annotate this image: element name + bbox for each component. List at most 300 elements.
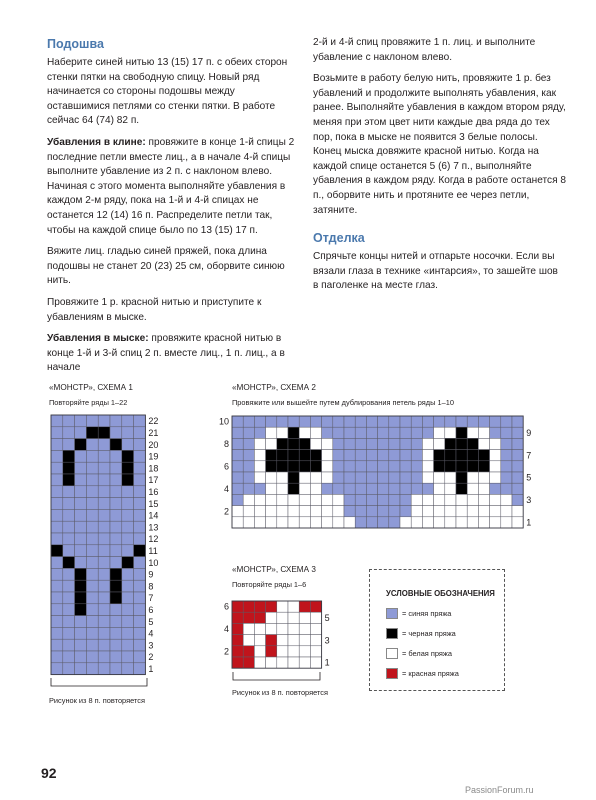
stitch-cell xyxy=(232,646,243,657)
stitch-cell xyxy=(411,494,422,505)
stitch-cell xyxy=(110,639,122,651)
stitch-cell xyxy=(86,462,98,474)
stitch-cell xyxy=(134,545,146,557)
stitch-cell xyxy=(467,494,478,505)
stitch-cell xyxy=(134,486,146,498)
stitch-cell xyxy=(254,646,265,657)
stitch-cell xyxy=(75,509,87,521)
stitch-cell xyxy=(355,461,366,472)
stitch-cell xyxy=(389,517,400,528)
stitch-cell xyxy=(110,439,122,451)
stitch-cell xyxy=(277,506,288,517)
stitch-cell xyxy=(266,472,277,483)
stitch-cell xyxy=(277,427,288,438)
stitch-cell xyxy=(299,461,310,472)
stitch-cell xyxy=(63,639,75,651)
stitch-cell xyxy=(110,533,122,545)
stitch-cell xyxy=(86,568,98,580)
stitch-cell xyxy=(277,517,288,528)
stitch-cell xyxy=(445,517,456,528)
chart-2-header xyxy=(232,382,454,408)
stitch-cell xyxy=(422,483,433,494)
row-number-label: 20 xyxy=(148,439,159,450)
stitch-cell xyxy=(243,416,254,427)
stitch-cell xyxy=(355,450,366,461)
stitch-cell xyxy=(322,450,333,461)
stitch-cell xyxy=(232,427,243,438)
stitch-cell xyxy=(86,651,98,663)
stitch-cell xyxy=(277,635,288,646)
stitch-cell xyxy=(277,472,288,483)
stitch-cell xyxy=(51,486,63,498)
stitch-cell xyxy=(434,472,445,483)
stitch-cell xyxy=(411,427,422,438)
stitch-cell xyxy=(243,517,254,528)
stitch-cell xyxy=(86,616,98,628)
stitch-cell xyxy=(98,439,110,451)
chart-1-subtitle: Повторяйте ряды 1–22 xyxy=(49,398,128,407)
stitch-cell xyxy=(75,616,87,628)
stitch-cell xyxy=(434,416,445,427)
stitch-cell xyxy=(400,483,411,494)
stitch-cell xyxy=(366,416,377,427)
stitch-cell xyxy=(110,498,122,510)
legend-label-black: = черная пряжа xyxy=(402,629,456,638)
chart-1-grid xyxy=(50,414,180,676)
stitch-cell xyxy=(266,517,277,528)
stitch-cell xyxy=(51,509,63,521)
stitch-cell xyxy=(134,521,146,533)
stitch-cell xyxy=(512,438,523,449)
stitch-cell xyxy=(310,517,321,528)
sole-paragraph-5-lead: Убавления в мыске: xyxy=(47,333,149,345)
stitch-cell xyxy=(243,483,254,494)
row-number-label: 2 xyxy=(223,646,229,657)
stitch-cell xyxy=(75,639,87,651)
row-number-label: 7 xyxy=(148,593,154,604)
stitch-cell xyxy=(86,580,98,592)
stitch-cell xyxy=(288,506,299,517)
stitch-cell xyxy=(75,545,87,557)
stitch-cell xyxy=(512,506,523,517)
stitch-cell xyxy=(366,517,377,528)
stitch-cell xyxy=(400,461,411,472)
stitch-cell xyxy=(63,474,75,486)
stitch-cell xyxy=(51,521,63,533)
row-number-label: 4 xyxy=(148,628,154,639)
stitch-cell xyxy=(51,651,63,663)
stitch-cell xyxy=(344,494,355,505)
stitch-cell xyxy=(378,450,389,461)
stitch-cell xyxy=(86,627,98,639)
stitch-cell xyxy=(98,568,110,580)
stitch-cell xyxy=(288,612,299,623)
stitch-cell xyxy=(299,438,310,449)
stitch-cell xyxy=(322,461,333,472)
stitch-cell xyxy=(299,450,310,461)
stitch-cell xyxy=(478,483,489,494)
legend-label-blue: = синяя пряжа xyxy=(402,609,452,618)
stitch-cell xyxy=(288,427,299,438)
stitch-cell xyxy=(501,472,512,483)
stitch-cell xyxy=(110,557,122,569)
stitch-cell xyxy=(389,472,400,483)
stitch-cell xyxy=(63,568,75,580)
row-number-label: 18 xyxy=(148,463,159,474)
stitch-cell xyxy=(63,663,75,675)
stitch-cell xyxy=(75,474,87,486)
stitch-cell xyxy=(243,646,254,657)
stitch-cell xyxy=(98,545,110,557)
stitch-cell xyxy=(243,657,254,668)
stitch-cell xyxy=(333,427,344,438)
stitch-cell xyxy=(299,472,310,483)
row-number-label: 17 xyxy=(148,475,159,486)
stitch-cell xyxy=(422,506,433,517)
stitch-cell xyxy=(478,427,489,438)
legend-item-white xyxy=(386,648,501,660)
stitch-cell xyxy=(232,657,243,668)
stitch-cell xyxy=(243,427,254,438)
stitch-cell xyxy=(98,521,110,533)
stitch-cell xyxy=(411,506,422,517)
stitch-cell xyxy=(456,494,467,505)
stitch-cell xyxy=(501,416,512,427)
stitch-cell xyxy=(122,592,134,604)
stitch-cell xyxy=(266,427,277,438)
stitch-cell xyxy=(389,483,400,494)
stitch-cell xyxy=(254,450,265,461)
stitch-cell xyxy=(232,416,243,427)
stitch-cell xyxy=(63,592,75,604)
stitch-cell xyxy=(98,580,110,592)
stitch-cell xyxy=(98,604,110,616)
stitch-cell xyxy=(288,517,299,528)
stitch-cell xyxy=(75,651,87,663)
stitch-cell xyxy=(75,450,87,462)
legend-item-black xyxy=(386,628,501,640)
stitch-cell xyxy=(63,498,75,510)
stitch-cell xyxy=(266,483,277,494)
stitch-cell xyxy=(243,612,254,623)
stitch-cell xyxy=(456,450,467,461)
stitch-cell xyxy=(299,494,310,505)
chart-3-header xyxy=(232,564,316,590)
stitch-cell xyxy=(288,623,299,634)
stitch-cell xyxy=(134,557,146,569)
stitch-cell xyxy=(51,427,63,439)
row-number-label: 10 xyxy=(218,416,229,427)
stitch-cell xyxy=(277,601,288,612)
stitch-cell xyxy=(51,639,63,651)
stitch-cell xyxy=(122,427,134,439)
stitch-cell xyxy=(490,494,501,505)
row-number-label: 13 xyxy=(148,522,159,533)
stitch-cell xyxy=(243,472,254,483)
stitch-cell xyxy=(299,483,310,494)
stitch-cell xyxy=(310,601,321,612)
stitch-cell xyxy=(344,427,355,438)
stitch-cell xyxy=(243,506,254,517)
stitch-cell xyxy=(467,416,478,427)
stitch-cell xyxy=(98,651,110,663)
stitch-cell xyxy=(456,517,467,528)
stitch-cell xyxy=(134,415,146,427)
stitch-cell xyxy=(51,415,63,427)
stitch-cell xyxy=(254,635,265,646)
stitch-cell xyxy=(288,416,299,427)
stitch-cell xyxy=(490,472,501,483)
watermark: PassionForum.ru xyxy=(465,785,534,795)
stitch-cell xyxy=(86,474,98,486)
row-number-label: 3 xyxy=(324,635,330,646)
stitch-cell xyxy=(51,545,63,557)
stitch-cell xyxy=(322,483,333,494)
stitch-cell xyxy=(501,517,512,528)
stitch-cell xyxy=(310,612,321,623)
stitch-cell xyxy=(366,472,377,483)
right-column xyxy=(313,36,566,301)
stitch-cell xyxy=(75,580,87,592)
stitch-cell xyxy=(110,450,122,462)
stitch-cell xyxy=(344,450,355,461)
row-number-label: 9 xyxy=(148,569,154,580)
stitch-cell xyxy=(266,450,277,461)
row-number-label: 15 xyxy=(148,498,159,509)
stitch-cell xyxy=(254,472,265,483)
stitch-cell xyxy=(310,438,321,449)
chart-1-header xyxy=(49,382,133,408)
stitch-cell xyxy=(355,483,366,494)
stitch-cell xyxy=(110,663,122,675)
legend-title: УСЛОВНЫЕ ОБОЗНАЧЕНИЯ xyxy=(386,589,495,598)
row-number-label: 11 xyxy=(148,546,158,557)
stitch-cell xyxy=(378,472,389,483)
stitch-cell xyxy=(299,635,310,646)
stitch-cell xyxy=(422,461,433,472)
stitch-cell xyxy=(344,438,355,449)
stitch-cell xyxy=(75,462,87,474)
stitch-cell xyxy=(467,506,478,517)
stitch-cell xyxy=(490,438,501,449)
stitch-cell xyxy=(422,416,433,427)
stitch-cell xyxy=(243,450,254,461)
stitch-cell xyxy=(322,438,333,449)
stitch-cell xyxy=(400,450,411,461)
row-number-label: 22 xyxy=(148,416,159,427)
stitch-cell xyxy=(478,506,489,517)
stitch-cell xyxy=(63,580,75,592)
stitch-cell xyxy=(411,472,422,483)
stitch-cell xyxy=(63,521,75,533)
stitch-cell xyxy=(266,623,277,634)
row-number-label: 1 xyxy=(148,664,154,675)
stitch-cell xyxy=(422,494,433,505)
stitch-cell xyxy=(378,461,389,472)
stitch-cell xyxy=(422,450,433,461)
stitch-cell xyxy=(75,521,87,533)
stitch-cell xyxy=(98,592,110,604)
stitch-cell xyxy=(86,509,98,521)
stitch-cell xyxy=(355,438,366,449)
right-paragraph-2: Возьмите в работу белую нить, провяжите 1 р. без убавлений и продолжите выполнять убавления, как ранее. Выполняйте убавления в каждом втором ряду, меняя при этом цвет нити каждые два ряда до тех пор, пока в мыске не появится 3 белые полосы. Конец мыска довяжите красной нитью. Когда на каждой спице останется 5 (6) 7 п., выполняйте убавления в каждом ряду. Когда в работе останется 8 п., оборвите нить и протяните ее через петли, затяните. xyxy=(313,73,566,216)
stitch-cell xyxy=(344,461,355,472)
stitch-cell xyxy=(512,494,523,505)
stitch-cell xyxy=(400,517,411,528)
stitch-cell xyxy=(378,494,389,505)
stitch-cell xyxy=(322,517,333,528)
stitch-cell xyxy=(344,517,355,528)
row-number-label: 6 xyxy=(223,461,229,472)
stitch-cell xyxy=(134,639,146,651)
legend-swatch-blue xyxy=(386,608,398,619)
stitch-cell xyxy=(75,557,87,569)
stitch-cell xyxy=(51,533,63,545)
stitch-cell xyxy=(51,663,63,675)
row-number-label: 1 xyxy=(324,657,330,668)
stitch-cell xyxy=(51,474,63,486)
stitch-cell xyxy=(322,472,333,483)
stitch-cell xyxy=(445,450,456,461)
stitch-cell xyxy=(456,438,467,449)
stitch-cell xyxy=(333,461,344,472)
stitch-cell xyxy=(389,494,400,505)
row-number-label: 6 xyxy=(148,605,154,616)
stitch-cell xyxy=(243,438,254,449)
stitch-cell xyxy=(333,472,344,483)
legend-item-blue xyxy=(386,608,501,620)
stitch-cell xyxy=(98,415,110,427)
stitch-cell xyxy=(355,416,366,427)
stitch-cell xyxy=(51,627,63,639)
stitch-cell xyxy=(63,486,75,498)
stitch-cell xyxy=(266,635,277,646)
stitch-cell xyxy=(434,506,445,517)
right-paragraph-1: 2-й и 4-й спиц провяжите 1 п. лиц. и выполните убавление с наклоном влево. xyxy=(313,37,536,63)
stitch-cell xyxy=(288,450,299,461)
stitch-cell xyxy=(310,646,321,657)
stitch-cell xyxy=(266,461,277,472)
stitch-cell xyxy=(501,450,512,461)
stitch-cell xyxy=(266,646,277,657)
finish-paragraph-1: Спрячьте концы нитей и отпарьте носочки. Если вы вязали глаза в технике «интарсия», то зашейте шов в паголенке на месте глаз. xyxy=(313,251,558,292)
stitch-cell xyxy=(478,517,489,528)
stitch-cell xyxy=(122,663,134,675)
stitch-cell xyxy=(122,545,134,557)
stitch-cell xyxy=(110,604,122,616)
stitch-cell xyxy=(266,612,277,623)
stitch-cell xyxy=(254,517,265,528)
stitch-cell xyxy=(400,472,411,483)
stitch-cell xyxy=(134,474,146,486)
stitch-cell xyxy=(243,623,254,634)
stitch-cell xyxy=(366,461,377,472)
stitch-cell xyxy=(344,483,355,494)
legend-label-red: = красная пряжа xyxy=(402,669,459,678)
stitch-cell xyxy=(86,498,98,510)
stitch-cell xyxy=(378,483,389,494)
stitch-cell xyxy=(110,580,122,592)
stitch-cell xyxy=(467,472,478,483)
stitch-cell xyxy=(456,416,467,427)
row-number-label: 4 xyxy=(223,483,229,494)
stitch-cell xyxy=(134,663,146,675)
stitch-cell xyxy=(75,439,87,451)
stitch-cell xyxy=(389,427,400,438)
stitch-cell xyxy=(232,461,243,472)
stitch-cell xyxy=(63,545,75,557)
stitch-cell xyxy=(51,498,63,510)
stitch-cell xyxy=(355,506,366,517)
stitch-cell xyxy=(86,663,98,675)
row-number-label: 21 xyxy=(148,428,159,439)
stitch-cell xyxy=(122,533,134,545)
stitch-cell xyxy=(422,438,433,449)
stitch-cell xyxy=(254,623,265,634)
stitch-cell xyxy=(232,450,243,461)
stitch-cell xyxy=(51,462,63,474)
stitch-cell xyxy=(467,483,478,494)
stitch-cell xyxy=(512,427,523,438)
stitch-cell xyxy=(478,450,489,461)
stitch-cell xyxy=(389,506,400,517)
stitch-cell xyxy=(134,450,146,462)
stitch-cell xyxy=(122,415,134,427)
stitch-cell xyxy=(122,498,134,510)
stitch-cell xyxy=(434,461,445,472)
stitch-cell xyxy=(63,427,75,439)
sole-paragraph-3: Вяжите лиц. гладью синей пряжей, пока длина подошвы не станет 20 (23) 25 см, оборвите синюю нить. xyxy=(47,246,285,287)
stitch-cell xyxy=(456,506,467,517)
stitch-cell xyxy=(232,623,243,634)
stitch-cell xyxy=(98,509,110,521)
row-number-label: 2 xyxy=(223,506,229,517)
stitch-cell xyxy=(232,506,243,517)
stitch-cell xyxy=(98,533,110,545)
stitch-cell xyxy=(411,517,422,528)
stitch-cell xyxy=(122,604,134,616)
stitch-cell xyxy=(434,494,445,505)
stitch-cell xyxy=(434,427,445,438)
stitch-cell xyxy=(355,494,366,505)
stitch-cell xyxy=(310,416,321,427)
stitch-cell xyxy=(490,427,501,438)
stitch-cell xyxy=(110,616,122,628)
stitch-cell xyxy=(299,601,310,612)
stitch-cell xyxy=(277,461,288,472)
stitch-cell xyxy=(75,568,87,580)
stitch-cell xyxy=(299,623,310,634)
stitch-cell xyxy=(134,533,146,545)
stitch-cell xyxy=(266,657,277,668)
chart-3-repeat-bracket xyxy=(232,670,332,684)
stitch-cell xyxy=(512,450,523,461)
stitch-cell xyxy=(51,592,63,604)
stitch-cell xyxy=(110,592,122,604)
stitch-cell xyxy=(134,627,146,639)
stitch-cell xyxy=(122,521,134,533)
stitch-cell xyxy=(51,450,63,462)
stitch-cell xyxy=(86,545,98,557)
stitch-cell xyxy=(299,657,310,668)
stitch-cell xyxy=(232,635,243,646)
stitch-cell xyxy=(122,627,134,639)
row-number-label: 2 xyxy=(148,652,154,663)
stitch-cell xyxy=(434,438,445,449)
sole-paragraph-1: Наберите синей нитью 13 (15) 17 п. с обеих сторон стенки пятки на свободную спицу. Новый ряд начинается со стороны подошвы между оставшимися петлями со стенки пятки. В работе сейчас 64 (74) 82 п. xyxy=(47,57,288,127)
stitch-cell xyxy=(400,506,411,517)
stitch-cell xyxy=(355,427,366,438)
